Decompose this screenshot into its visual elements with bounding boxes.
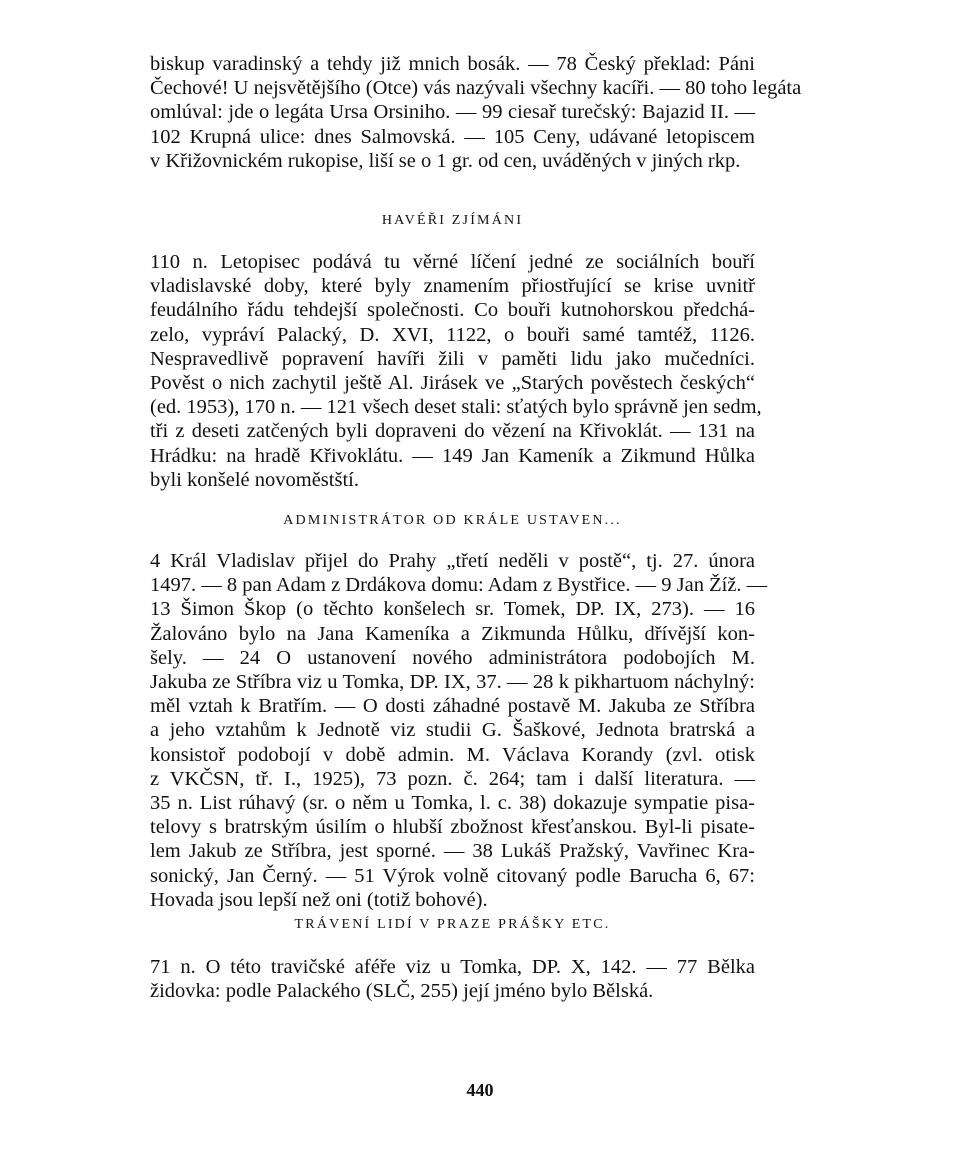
commentary-block-traveni [150, 955, 755, 1003]
text-line: Hrádku: na hradě Křivoklátu. — 149 Jan Kameník a Zikmund Hůlka [150, 444, 755, 467]
text-line: Jakuba ze Stříbra viz u Tomka, DP. IX, 37. — 28 k pikhartuom náchylný: [150, 671, 755, 694]
text-line: v Křižovnickém rukopise, liší se o 1 gr. od cen, uváděných v jiných rkp. [150, 149, 741, 172]
text-line: byli konšelé novoměstští. [150, 468, 359, 491]
commentary-block-administrator [150, 549, 768, 912]
text-line: omlúval: jde o legáta Ursa Orsiniho. — 99 ciesař turečský: Bajazid II. — [150, 101, 755, 124]
text-line: 13 Šimon Škop (o těchto konšelech sr. Tomek, DP. IX, 273). — 16 [150, 598, 755, 621]
text-line: Pověst o nich zachytil ještě Al. Jirásek ve „Starých pověstech českých“ [150, 372, 755, 395]
text-line: židovka: podle Palackého (SLČ, 255) její jméno bylo Bělská. [150, 980, 654, 1003]
text-line: 102 Krupná ulice: dnes Salmovská. — 105 Ceny, udávané letopiscem [150, 125, 755, 148]
text-line: šely. — 24 O ustanovení nového administrátora podobojích M. [150, 646, 755, 669]
text-line: 1497. — 8 pan Adam z Drdákova domu: Adam z Bystřice. — 9 Jan Žíž. — [150, 574, 768, 597]
commentary-block-intro [150, 52, 802, 173]
section-heading-haveri: HAVÉŘI ZJÍMÁNI [381, 213, 524, 228]
text-line: Nespravedlivě popravení havíři žili v paměti lidu jako mučedníci. [150, 347, 755, 370]
text-line: 4 Král Vladislav přijel do Prahy „třetí neděli v postě“, tj. 27. února [150, 550, 755, 572]
text-line: konsistoř podobojí v době admin. M. Václava Korandy (zvl. otisk [150, 743, 755, 766]
text-line: Žalováno bylo na Jana Kameníka a Zikmunda Hůlku, dřívější kon- [150, 622, 755, 645]
text-line: tři z deseti zatčených byli dopraveni do vězení na Křivoklát. — 131 na [150, 420, 755, 443]
text-line: sonický, Jan Černý. — 51 Výrok volně citovaný podle Barucha 6, 67: [150, 864, 755, 887]
section-heading-traveni: TRÁVENÍ LIDÍ V PRAZE PRÁŠKY ETC. [294, 917, 611, 932]
text-line: feudálního řádu tehdejší společnosti. Co bouři kutnohorskou předchá- [150, 299, 755, 322]
text-line: biskup varadinský a tehdy již mnich bosák. — 78 Český překlad: Páni [150, 53, 755, 75]
text-line: 110 n. Letopisec podává tu věrné líčení jedné ze sociálních bouří [150, 251, 755, 273]
text-line: a jeho vztahům k Jednotě viz studii G. Šaškové, Jednota bratrská a [150, 719, 755, 742]
commentary-block-haveri [150, 250, 762, 492]
text-line: lem Jakub ze Stříbra, jest sporné. — 38 Lukáš Pražský, Vavřinec Kra- [150, 840, 755, 863]
section-heading-administrator: ADMINISTRÁTOR OD KRÁLE USTAVEN... [283, 513, 622, 528]
text-line: (ed. 1953), 170 n. — 121 všech deset stali: sťatých bylo správně jen sedm, [150, 396, 762, 419]
text-line: vladislavské doby, které byly znamením přiostřující se krise uvnitř [150, 275, 755, 298]
page-number: 440 [466, 1080, 494, 1100]
text-line: telovy s bratrským úsilím o hlubší zbožnost křesťanskou. Byl-li pisate- [150, 816, 755, 839]
text-line: Čechové! U nejsvětějšího (Otce) vás nazývali všechny kacíři. — 80 toho legáta [150, 77, 802, 100]
text-line: Hovada jsou lepší než oni (totiž bohové). [150, 888, 488, 911]
text-line: z VKČSN, tř. I., 1925), 73 pozn. č. 264; tam i další literatura. — [150, 767, 755, 790]
text-line: měl vztah k Bratřím. — O dosti záhadné postavě M. Jakuba ze Stříbra [150, 695, 755, 718]
text-line: 71 n. O této travičské aféře viz u Tomka, DP. X, 142. — 77 Bělka [150, 956, 755, 978]
text-line: zelo, vypráví Palacký, D. XVI, 1122, o bouři samé tamtéž, 1126. [150, 323, 755, 346]
text-line: 35 n. List rúhavý (sr. o něm u Tomka, l. c. 38) dokazuje sympatie pisa- [150, 792, 755, 815]
